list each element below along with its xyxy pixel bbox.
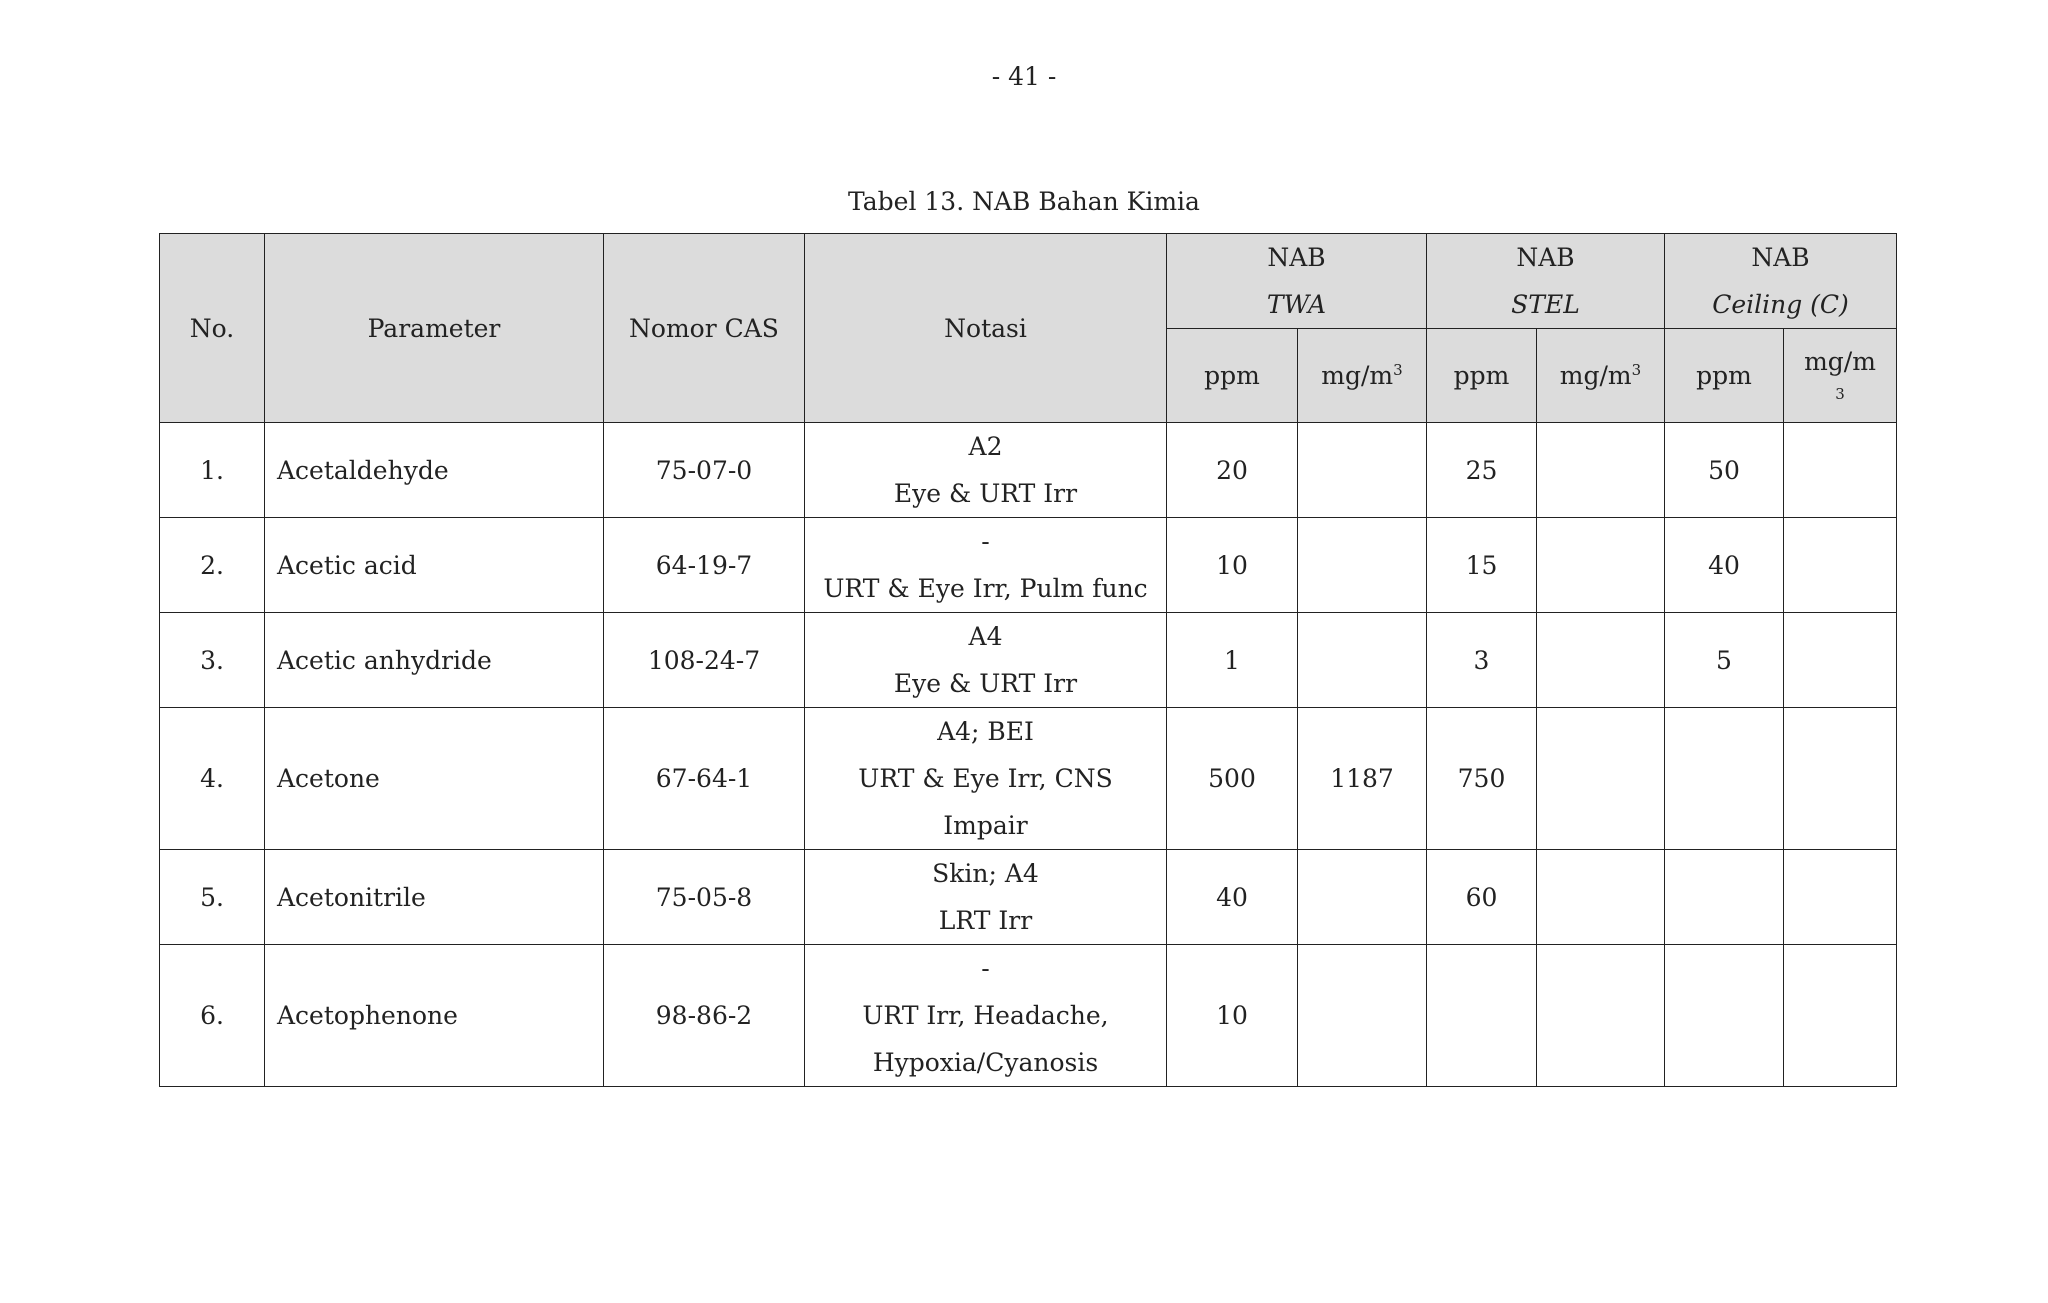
header-twa-mgm3 [1298,329,1427,423]
cell-stel-mg [1537,945,1665,1087]
notasi-line: - [981,527,990,556]
cell-parameter: Acetonitrile [265,850,604,945]
header-nab-label: NAB [1751,243,1810,272]
cell-notasi [805,708,1167,850]
cell-ceiling-ppm: 5 [1665,613,1784,708]
cell-parameter: Acetic acid [265,518,604,613]
cell-stel-mg [1537,708,1665,850]
cell-stel-mg [1537,518,1665,613]
notasi-line: Skin; A4 [932,859,1039,888]
notasi-line: Hypoxia/Cyanosis [872,1048,1099,1077]
cell-parameter: Acetophenone [265,945,604,1087]
cell-stel-mg [1537,423,1665,518]
cell-ceiling-ppm: 40 [1665,518,1784,613]
table-row [160,850,1897,945]
cell-no: 2. [160,518,265,613]
notasi-line: URT & Eye Irr, CNS [858,764,1113,793]
cell-twa-mg: 1187 [1298,708,1427,850]
notasi-line: A4 [968,622,1003,651]
notasi-line: URT Irr, Headache, [862,1001,1109,1030]
cell-twa-mg [1298,423,1427,518]
cell-ceiling-ppm [1665,850,1784,945]
cell-twa-ppm: 10 [1167,518,1298,613]
cell-twa-mg [1298,850,1427,945]
cell-stel-ppm: 60 [1427,850,1537,945]
cell-stel-ppm [1427,945,1537,1087]
cell-no: 3. [160,613,265,708]
notasi-line: - [981,954,990,983]
notasi-line: LRT Irr [938,906,1033,935]
header-parameter: Parameter [265,234,604,423]
header-nab-label: NAB [1516,243,1575,272]
cell-parameter: Acetic anhydride [265,613,604,708]
cell-stel-ppm: 15 [1427,518,1537,613]
header-ceiling-mgm3 [1784,329,1897,423]
cell-no: 1. [160,423,265,518]
notasi-line: Eye & URT Irr [893,669,1078,698]
table-header [160,234,1897,423]
cell-twa-mg [1298,945,1427,1087]
nab-table [159,233,1897,1087]
table-row [160,613,1897,708]
cell-ceiling-mg [1784,850,1897,945]
header-stel-ppm: ppm [1427,329,1537,423]
cell-cas: 108-24-7 [604,613,805,708]
cell-no: 6. [160,945,265,1087]
unit-exponent: 3 [1631,361,1642,379]
cell-ceiling-ppm [1665,708,1784,850]
header-ceiling-ppm: ppm [1665,329,1784,423]
table-body [160,423,1897,1087]
cell-stel-mg [1537,613,1665,708]
cell-twa-ppm: 40 [1167,850,1298,945]
cell-notasi [805,518,1167,613]
cell-no: 4. [160,708,265,850]
header-nab-label: NAB [1267,243,1326,272]
table-row [160,708,1897,850]
header-ceiling-label: Ceiling (C) [1712,290,1849,319]
table-row [160,945,1897,1087]
header-stel-mgm3 [1537,329,1665,423]
cell-notasi [805,945,1167,1087]
header-nab-twa [1167,234,1427,329]
cell-cas: 75-05-8 [604,850,805,945]
cell-notasi [805,850,1167,945]
cell-stel-ppm: 25 [1427,423,1537,518]
notasi-line: A4; BEI [937,717,1034,746]
cell-twa-mg [1298,613,1427,708]
unit-exponent: 3 [1393,361,1403,379]
cell-ceiling-mg [1784,518,1897,613]
notasi-line: URT & Eye Irr, Pulm func [823,574,1148,603]
header-notasi: Notasi [805,234,1167,423]
unit-exponent: 3 [1835,384,1845,403]
table-row [160,423,1897,518]
cell-ceiling-ppm: 50 [1665,423,1784,518]
cell-twa-ppm: 10 [1167,945,1298,1087]
unit-mg-m: mg/m [1321,361,1394,390]
cell-cas: 64-19-7 [604,518,805,613]
header-twa-ppm: ppm [1167,329,1298,423]
cell-twa-ppm: 1 [1167,613,1298,708]
unit-mg-m: mg/m [1804,346,1876,376]
cell-parameter: Acetone [265,708,604,850]
table-row [160,518,1897,613]
cell-parameter: Acetaldehyde [265,423,604,518]
page-number: - 41 - [991,62,1057,91]
header-nab-stel [1427,234,1665,329]
header-twa-label: TWA [1266,290,1327,319]
cell-cas: 75-07-0 [604,423,805,518]
notasi-line: A2 [968,432,1003,461]
notasi-line: Eye & URT Irr [893,479,1078,508]
cell-cas: 67-64-1 [604,708,805,850]
cell-stel-mg [1537,850,1665,945]
cell-stel-ppm: 750 [1427,708,1537,850]
notasi-line: Impair [943,811,1028,840]
cell-ceiling-mg [1784,708,1897,850]
cell-ceiling-mg [1784,613,1897,708]
cell-twa-ppm: 20 [1167,423,1298,518]
cell-stel-ppm: 3 [1427,613,1537,708]
cell-cas: 98-86-2 [604,945,805,1087]
table-caption: Tabel 13. NAB Bahan Kimia [848,187,1200,216]
cell-ceiling-ppm [1665,945,1784,1087]
header-no: No. [160,234,265,423]
cell-notasi [805,613,1167,708]
cell-ceiling-mg [1784,423,1897,518]
header-stel-label: STEL [1511,290,1580,319]
header-cas: Nomor CAS [604,234,805,423]
cell-twa-mg [1298,518,1427,613]
cell-notasi [805,423,1167,518]
cell-no: 5. [160,850,265,945]
cell-twa-ppm: 500 [1167,708,1298,850]
unit-mg-m: mg/m [1559,361,1632,390]
cell-ceiling-mg [1784,945,1897,1087]
header-nab-ceiling [1665,234,1897,329]
